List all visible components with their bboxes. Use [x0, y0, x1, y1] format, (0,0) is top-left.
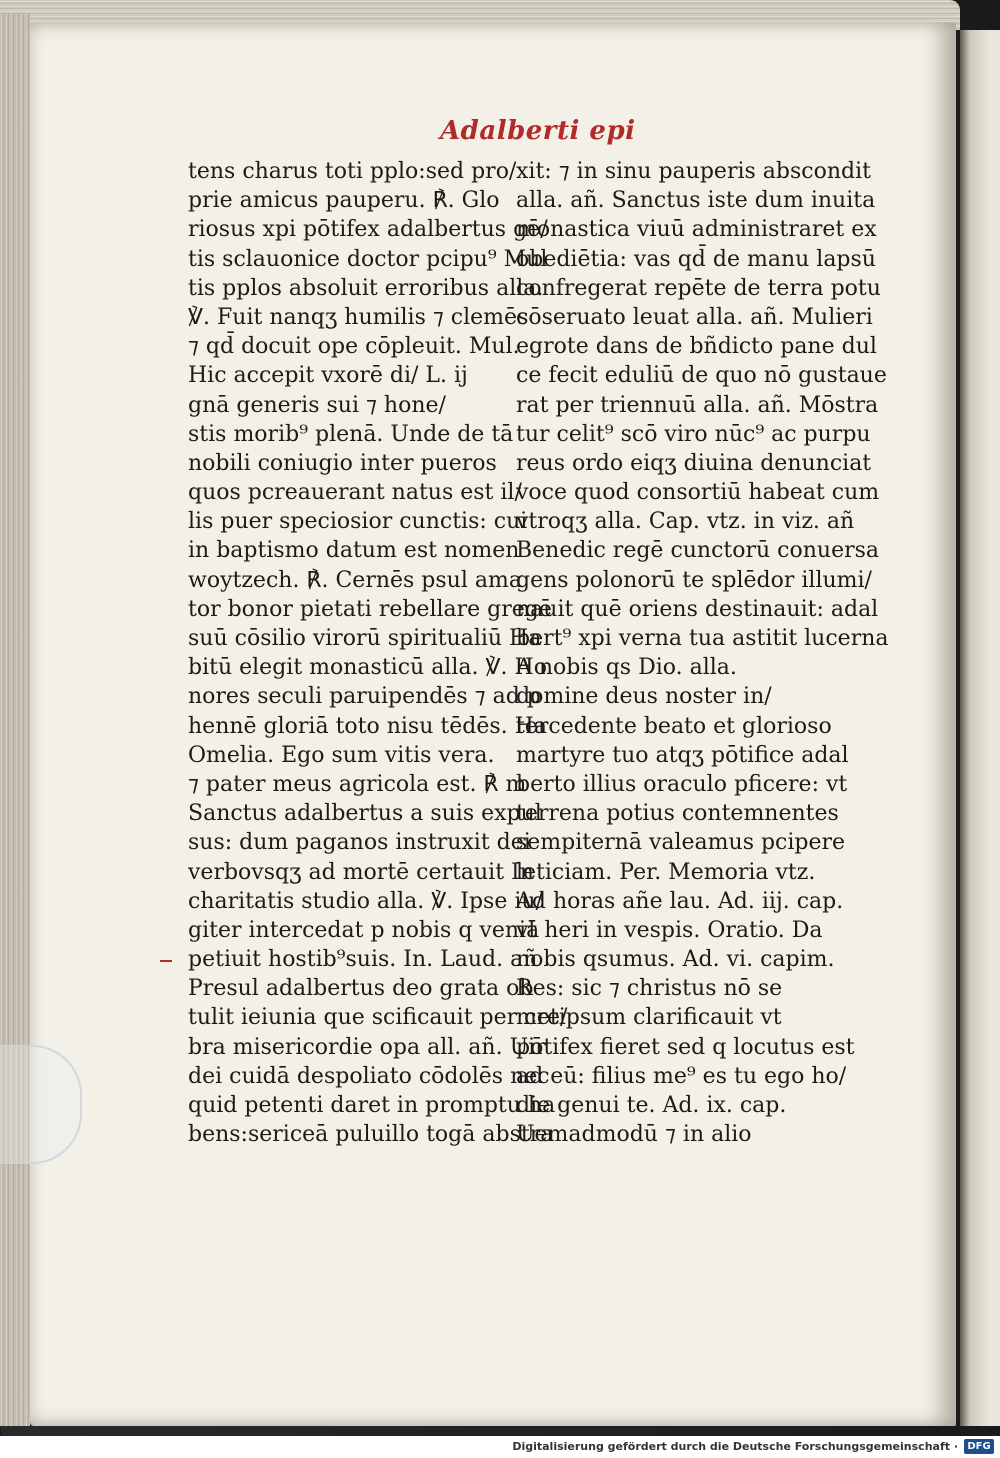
text-line: nobis qsumus. Ad. vi. capim.	[516, 947, 835, 973]
text-line: quid petenti daret in promptu ha	[188, 1093, 556, 1118]
text-line: ce fecit eduliū de quo nō gustaue	[516, 363, 887, 389]
text-line: cōseruato leuat alla. añ. Mulieri	[516, 304, 873, 330]
text-line: Sanctus adalbertus a suis expul	[188, 801, 542, 827]
footer-credit: Digitalisierung gefördert durch die Deutsche Forschungsgemeinschaft ·	[512, 1440, 958, 1453]
text-line: tis pplos absoluit erroribus alla.	[188, 275, 544, 301]
margin-mark	[160, 960, 172, 962]
text-line: A nobis qs Dio. alla.	[516, 655, 737, 681]
text-line: gnā generis sui ⁊ hone/	[188, 392, 446, 418]
text-line: ⁊ pater meus agricola est. ℟ m	[188, 771, 527, 797]
text-line: reus ordo eiqʒ diuina denunciat	[516, 450, 872, 476]
text-line: vt heri in vespis. Oratio. Da	[516, 917, 823, 943]
text-line: tercedente beato et glorioso	[516, 713, 832, 739]
text-line: vtroqʒ alla. Cap. vtz. in viz. añ	[516, 509, 855, 535]
left-text-column	[188, 157, 568, 1149]
text-line: tis sclauonice doctor pcipu⁹ Mul	[188, 246, 548, 272]
page-clip	[0, 1045, 82, 1164]
text-line: woytzech. ℟. Cernēs psul ama	[188, 567, 522, 593]
right-text-column	[516, 157, 889, 1149]
text-line: ⁊ qd̄ docuit ope cōpleuit. Mul.	[188, 334, 520, 360]
text-line: dei cuidā despoliato cōdolēs nec	[188, 1063, 550, 1089]
text-line: berto illius oraculo pficere: vt	[516, 771, 848, 797]
facing-page-edge	[960, 30, 1000, 1426]
text-line: pōtifex fieret sed q locutus est	[516, 1034, 855, 1060]
text-line: terrena potius contemnentes	[516, 801, 839, 827]
text-line: prie amicus pauperu. ℟. Glo	[188, 188, 500, 214]
text-line: nobili coniugio inter pueros	[188, 450, 497, 476]
text-line: lis puer speciosior cunctis: cui	[188, 509, 528, 535]
text-line: rat per triennuū alla. añ. Mōstra	[516, 392, 879, 418]
page-edges-left	[0, 14, 30, 1426]
text-line: xit: ⁊ in sinu pauperis abscondit	[516, 159, 871, 184]
footer-bar	[0, 1436, 1000, 1458]
running-header: Adalberti epi	[440, 116, 636, 146]
text-line: Uemadmodū ⁊ in alio	[516, 1122, 752, 1148]
text-line: metipsum clarificauit vt	[516, 1005, 782, 1031]
text-line: egrote dans de bñdicto pane dul	[516, 334, 877, 360]
text-line: voce quod consortiū habeat cum	[516, 480, 880, 506]
text-line: suū cōsilio virorū spiritualiū Ha	[188, 626, 542, 651]
text-line: bens:sericeā puluillo togā abstra	[188, 1122, 554, 1148]
text-line: sempiternā valeamus pcipere	[516, 830, 846, 856]
text-line: petiuit hostib⁹suis. In. Laud. añ	[188, 947, 538, 973]
text-line: Benedic regē cunctorū conuersa	[516, 538, 880, 564]
text-line: martyre tuo atqʒ pōtifice adal	[516, 742, 849, 768]
text-line: ℣. Fuit nanqʒ humilis ⁊ clemēs	[188, 304, 529, 330]
text-line: bra misericordie opa all. añ. Uir	[188, 1034, 546, 1060]
text-line: tens charus toti pplo:sed pro/	[188, 159, 517, 184]
text-line: Omelia. Ego sum vitis vera.	[188, 742, 495, 768]
text-line: Presul adalbertus deo grata ob	[188, 976, 534, 1002]
text-line: monastica viuū administraret ex	[516, 217, 877, 243]
text-line: nores seculi paruipendēs ⁊ ad p	[188, 684, 541, 710]
dfg-logo: DFG	[964, 1439, 994, 1454]
text-line: die genui te. Ad. ix. cap.	[516, 1093, 787, 1118]
text-line: riosus xpi pōtifex adalbertus gē/	[188, 217, 548, 243]
text-line: quos pcreauerant natus est il/	[188, 480, 522, 506]
text-line: confregerat repēte de terra potu	[516, 275, 881, 301]
text-line: Hic accepit vxorē di/ L. ij	[188, 363, 468, 389]
text-line: ad eū: filius me⁹ es tu ego ho/	[516, 1063, 847, 1089]
text-line: tur celit⁹ scō viro nūc⁹ ac purpu	[516, 421, 871, 447]
text-line: domine deus noster in/	[516, 684, 772, 710]
text-line: nauit quē oriens destinauit: adal	[516, 596, 879, 622]
text-line: Res: sic ⁊ christus nō se	[516, 976, 783, 1002]
text-line: in baptismo datum est nomen	[188, 538, 520, 564]
text-line: sus: dum paganos instruxit dei	[188, 830, 531, 856]
text-line: leticiam. Per. Memoria vtz.	[516, 859, 816, 885]
text-line: verbovsqʒ ad mortē certauit In	[188, 859, 534, 885]
text-line: alla. añ. Sanctus iste dum inuita	[516, 188, 876, 214]
text-line: giter intercedat p nobis q veniā	[188, 917, 540, 943]
text-line: tulit ieiunia que scificauit per cre/	[188, 1005, 568, 1031]
text-line: bitū elegit monasticū alla. ℣. Ho	[188, 655, 547, 681]
text-line: charitatis studio alla. ℣. Ipse iu/	[188, 888, 543, 914]
text-line: bert⁹ xpi verna tua astitit lucerna	[516, 626, 889, 651]
text-line: obediētia: vas qd̄ de manu lapsū	[516, 246, 876, 272]
text-line: Ad horas añe lau. Ad. iij. cap.	[516, 888, 844, 914]
text-line: tor bonor pietati rebellare gregē	[188, 596, 552, 622]
text-line: hennē gloriā toto nisu tēdēs. Ha	[188, 713, 547, 739]
text-line: gens polonorū te splēdor illumi/	[516, 567, 872, 593]
text-line: stis morib⁹ plenā. Unde de tā	[188, 421, 514, 447]
